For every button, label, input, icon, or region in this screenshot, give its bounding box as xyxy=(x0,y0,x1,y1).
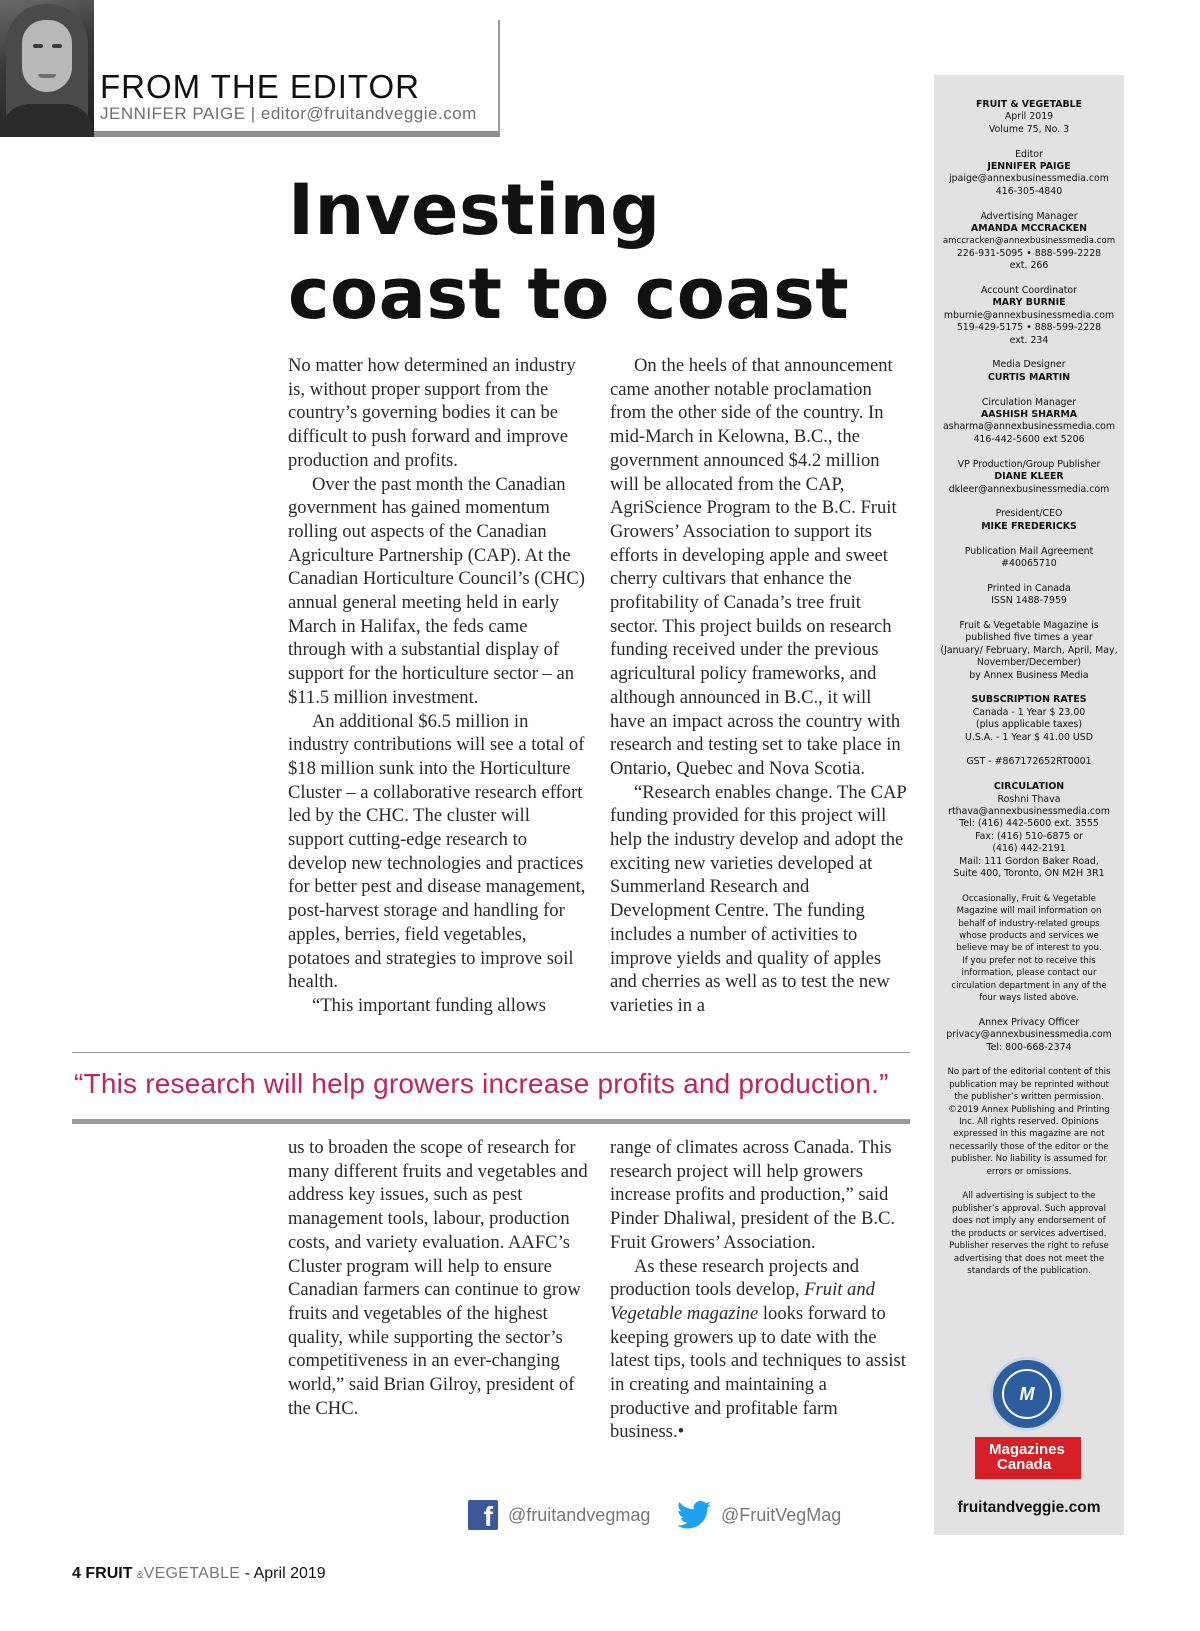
email: asharma@annexbusinessmedia.com xyxy=(942,421,1116,433)
paragraph: An additional $6.5 million in industry contributions will see a total of $18 million sunk into the Horticulture Cluster – a collaborative research effort led by the CHC. The cluster will support cutting-edge research to develop new technologies and practices for better pest and disease management, post-harvest storage and handling for apples, berries, field vegetables, potatoes and strategies to improve soil health. xyxy=(288,710,586,993)
text-line: information, please contact our xyxy=(961,968,1097,979)
page-number: 4 xyxy=(72,1565,81,1582)
email: mburnie@annexbusinessmedia.com xyxy=(943,309,1115,321)
paragraph: “Research enables change. The CAP funding provided for this project will help the industry develop and adopt the exciting new varieties developed at Summerland Research and Development Centre. The funding includes a number of activities to improve yields and quality of apples and cherries as well as to test the new varieties in a xyxy=(610,781,907,1016)
person-name: MIKE FREDERICKS xyxy=(981,520,1077,532)
text-line: (January/ February, March, April, May, xyxy=(940,644,1118,656)
page-footer xyxy=(72,1565,326,1583)
email: amccracken@annexbusinessmedia.com xyxy=(942,236,1116,247)
phone: 519-429-5175 • 888-599-2228 xyxy=(956,322,1102,334)
text-line: #40065710 xyxy=(1001,557,1057,569)
pull-quote: “This research will help growers increase profits and production.” xyxy=(74,1068,889,1099)
person-name: DIANE KLEER xyxy=(994,471,1064,483)
title-line-1: Investing xyxy=(288,169,661,251)
text-line: publication may be reprinted without xyxy=(949,1079,1109,1090)
masthead-title: FRUIT & VEGETABLE xyxy=(975,99,1083,110)
paragraph xyxy=(610,1255,910,1445)
text-line: advertising that does not meet the xyxy=(953,1253,1105,1264)
text-line: publisher’s approval. Such approval xyxy=(951,1203,1107,1214)
masthead-privacy xyxy=(934,1017,1124,1054)
email: dkleer@annexbusinessmedia.com xyxy=(948,483,1110,495)
text-line: published five times a year xyxy=(965,632,1093,644)
role-label: President/CEO xyxy=(995,508,1063,520)
twitter-link[interactable] xyxy=(677,1498,841,1532)
masthead-circulation xyxy=(934,781,1124,880)
article-title xyxy=(288,168,888,336)
person-name: CURTIS MARTIN xyxy=(987,371,1071,383)
facebook-link[interactable] xyxy=(468,1498,650,1532)
footer-brand-amp: & xyxy=(136,1570,144,1581)
paragraph-text: As these research projects and production tools develop, xyxy=(610,1255,860,1301)
masthead-account xyxy=(934,285,1124,347)
role-label: VP Production/Group Publisher xyxy=(957,458,1101,470)
magazines-canada-logo xyxy=(975,1437,1081,1479)
website-link[interactable]: fruitandveggie.com xyxy=(957,1499,1101,1516)
masthead-frequency xyxy=(934,620,1124,682)
masthead-subscription xyxy=(934,694,1124,744)
masthead-copyright xyxy=(934,1066,1124,1178)
section-kicker: FROM THE EDITOR xyxy=(100,68,420,105)
role-label: Account Coordinator xyxy=(980,285,1078,297)
text-line: All advertising is subject to the xyxy=(962,1191,1096,1202)
text-line: Printed in Canada xyxy=(987,582,1071,594)
text-line: If you prefer not to receive this xyxy=(962,955,1096,966)
article-column-left-top xyxy=(288,354,590,1018)
role-label: Media Designer xyxy=(992,359,1066,371)
text-line: (plus applicable taxes) xyxy=(975,719,1083,731)
facebook-icon: f xyxy=(468,1500,498,1530)
text-line: the products or services advertised. xyxy=(951,1228,1107,1239)
text-line: Magazine will mail information on xyxy=(956,906,1102,917)
text-line: Publication Mail Agreement xyxy=(964,545,1094,557)
text-line: Publisher reserves the right to refuse xyxy=(949,1241,1109,1252)
role-label: Editor xyxy=(1015,148,1043,160)
mailing-address: Mail: 111 Gordon Baker Road, xyxy=(959,855,1099,867)
facebook-handle: @fruitandvegmag xyxy=(508,1504,651,1525)
mailing-address: Suite 400, Toronto, ON M2H 3R1 xyxy=(953,867,1105,879)
text-line: Occasionally, Fruit & Vegetable xyxy=(962,893,1096,904)
phone-extension: ext. 266 xyxy=(1009,260,1049,272)
text-line: errors or omissions. xyxy=(986,1166,1072,1177)
pull-quote-rule-top xyxy=(72,1052,910,1053)
masthead-volume: Volume 75, No. 3 xyxy=(988,123,1070,135)
logo-text: Canada xyxy=(997,1456,1052,1473)
masthead-publication xyxy=(934,99,1124,136)
person-name: AASHISH SHARMA xyxy=(980,409,1078,421)
fax: (416) 442-2191 xyxy=(992,843,1066,855)
paragraph: range of climates across Canada. This research project will help growers increase profits and production,” said Pinder Dhaliwal, president of the B.C. Fruit Growers’ Association. xyxy=(610,1137,896,1253)
text-line: necessarily those of the editor or the xyxy=(949,1141,1109,1152)
person-name: Roshni Thava xyxy=(997,793,1061,805)
text-line: by Annex Business Media xyxy=(969,669,1089,681)
phone: 416-305-4840 xyxy=(995,185,1063,197)
text-line: publisher. No liability is assumed for xyxy=(951,1154,1107,1165)
email: jpaige@annexbusinessmedia.com xyxy=(949,173,1109,185)
text-line: whose products and services we xyxy=(959,931,1099,941)
masthead-designer xyxy=(934,359,1124,384)
text-line: behalf of industry-related groups xyxy=(958,918,1100,929)
logo-text: Magazines xyxy=(989,1441,1065,1458)
text-line: does not imply any endorsement of xyxy=(952,1216,1106,1227)
masthead-mail-agreement xyxy=(934,546,1124,571)
text-line: expressed in this magazine are not xyxy=(953,1129,1105,1140)
paragraph: Over the past month the Canadian government has gained momentum rolling out aspects of the Canadian Agriculture Partnership (CAP). At the Canadian Horticulture Council’s (CHC) annual general meeting held in early March in Halifax, the feds came through with a substantial display of support for the horticulture sector – an $11.5 million investment. xyxy=(288,473,585,708)
footer-brand-vegetable: VEGETABLE xyxy=(143,1565,241,1582)
masthead-editor xyxy=(934,149,1124,199)
paragraph: us to broaden the scope of research for many different fruits and vegetables and address key issues, such as pest management tools, labour, production costs, and variety evaluation. AAFC’s Cluster program will help to ensure Canadian farmers can continue to grow fruits and vegetables of the highest quality, while supporting the sector’s competitiveness in an ever-changing world,” said Brian Gilroy, president of the CHC. xyxy=(288,1137,588,1419)
person-name: JENNIFER PAIGE xyxy=(987,161,1071,173)
masthead-printed xyxy=(934,583,1124,608)
masthead-ceo xyxy=(934,508,1124,533)
pull-quote-rule-bottom xyxy=(72,1119,910,1124)
magazine-name: Fruit and Vegetable magazine xyxy=(610,1279,875,1324)
footer-issue: - April 2019 xyxy=(244,1565,326,1582)
section-heading: CIRCULATION xyxy=(993,781,1065,793)
text-line: the publisher’s written permission. xyxy=(954,1092,1104,1103)
person-name: AMANDA MCCRACKEN xyxy=(971,223,1087,235)
text-line: ISSN 1488-7959 xyxy=(991,595,1067,607)
article-column-right-bottom xyxy=(610,1136,910,1444)
text-line: Fruit & Vegetable Magazine is xyxy=(959,619,1099,631)
footer-brand-fruit: FRUIT xyxy=(85,1565,133,1582)
text-line: believe may be of interest to you. xyxy=(956,943,1102,954)
paragraph: No matter how determined an industry is, without proper support from the country’s governing bodies it can be difficult to push forward and improve production and profits. xyxy=(288,355,576,471)
paragraph: On the heels of that announcement came another notable proclamation from the other side of the country. In mid-March in Kelowna, B.C., the government announced $4.2 million will be allocated from the CAP, AgriScience Program to the B.C. Fruit Growers’ Association to support its efforts in developing apple and sweet cherry cultivars that enhance the profitability of Canada’s tree fruit sector. This project builds on research funding received under the previous agricultural policy frameworks, and although announced in B.C., it will have an impact across the country with research and testing set to take place in Ontario, Quebec and Nova Scotia. xyxy=(610,355,901,779)
section-heading: SUBSCRIPTION RATES xyxy=(971,694,1087,706)
phone-extension: ext. 234 xyxy=(1009,334,1049,346)
phone: 416-442-5600 ext 5206 xyxy=(973,433,1085,445)
email: rthava@annexbusinessmedia.com xyxy=(948,805,1110,817)
title-line-2: coast to coast xyxy=(288,253,850,335)
article-column-left-bottom xyxy=(288,1136,590,1420)
text-line: circulation department in any of the xyxy=(951,980,1107,991)
twitter-icon xyxy=(677,1500,711,1530)
masthead-gst xyxy=(934,756,1124,768)
masthead-mailing-notice xyxy=(934,893,1124,1005)
masthead-date: April 2019 xyxy=(1004,111,1054,123)
masthead-sidebar xyxy=(934,75,1124,1535)
email: privacy@annexbusinessmedia.com xyxy=(946,1029,1112,1041)
article-column-right-top xyxy=(610,354,910,1018)
person-name: MARY BURNIE xyxy=(992,297,1066,309)
phone: Tel: (416) 442-5600 ext. 3555 xyxy=(959,818,1099,830)
text-line: standards of the publication. xyxy=(967,1265,1091,1276)
text-line: GST - #867172652RT0001 xyxy=(966,756,1092,768)
role-label: Annex Privacy Officer xyxy=(978,1016,1080,1028)
fax: Fax: (416) 510-6875 or xyxy=(975,830,1083,842)
role-label: Circulation Manager xyxy=(981,396,1077,408)
text-line: ©2019 Annex Publishing and Printing xyxy=(948,1104,1110,1115)
twitter-handle: @FruitVegMag xyxy=(721,1504,842,1525)
text-line: four ways listed above. xyxy=(979,993,1079,1004)
text-line: Inc. All rights reserved. Opinions xyxy=(959,1117,1099,1128)
paragraph: “This important funding allows xyxy=(312,994,546,1016)
phone: Tel: 800-668-2374 xyxy=(986,1041,1072,1053)
masthead-advertising-notice xyxy=(934,1190,1124,1277)
text-line: U.S.A. - 1 Year $ 41.00 USD xyxy=(965,731,1093,743)
text-line: November/December) xyxy=(976,657,1082,669)
editor-photo xyxy=(0,0,94,137)
phone: 226-931-5095 • 888-599-2228 xyxy=(956,247,1102,259)
aam-certified-seal-icon: M xyxy=(990,1357,1064,1431)
masthead-circulation-manager xyxy=(934,397,1124,447)
masthead-vp xyxy=(934,459,1124,496)
text-line: No part of the editorial content of this xyxy=(947,1067,1111,1078)
paragraph-text: looks forward to keeping growers up to date with the latest tips, tools and techniques to assist in creating and maintaining a productive and profitable farm business.• xyxy=(610,1302,906,1443)
text-line: Canada - 1 Year $ 23.00 xyxy=(972,706,1086,718)
role-label: Advertising Manager xyxy=(980,210,1078,222)
editor-byline: JENNIFER PAIGE | editor@fruitandveggie.com xyxy=(100,104,477,123)
masthead-advertising xyxy=(934,211,1124,273)
